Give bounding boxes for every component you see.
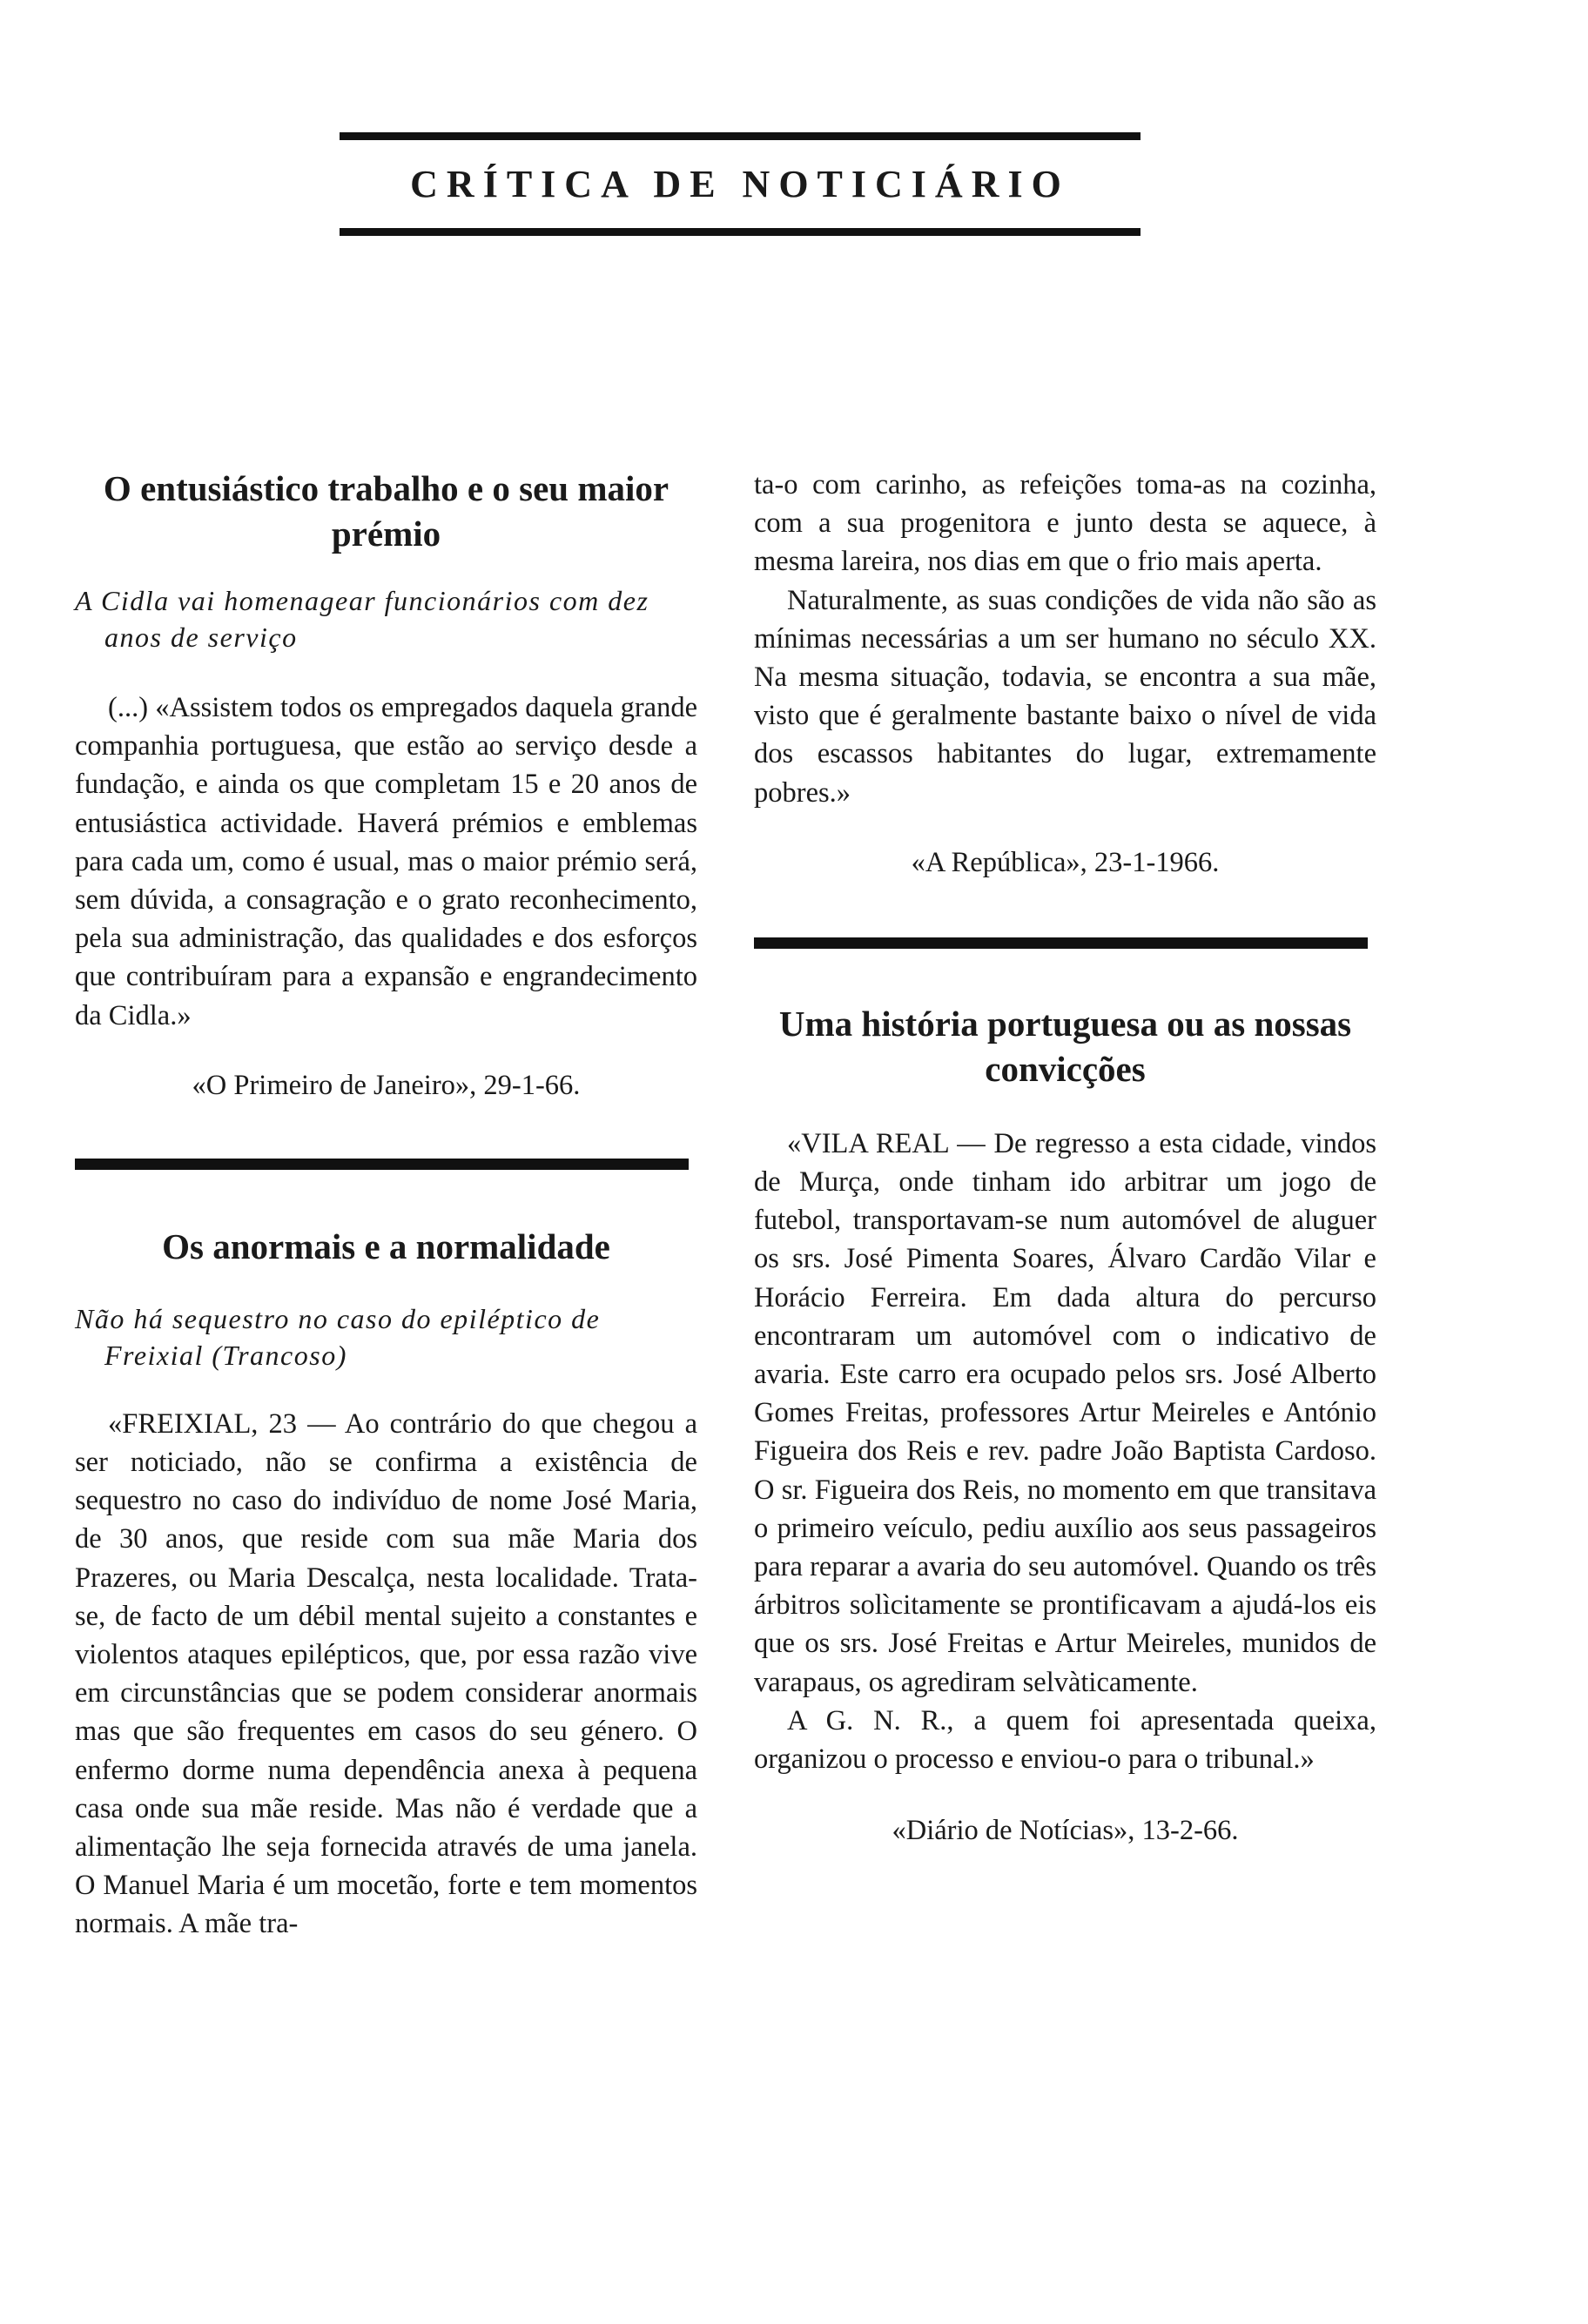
article-subtitle-cidla: A Cidla vai homenagear funcionários com dez anos de serviço — [75, 585, 649, 653]
article-body-gnr: A G. N. R., a quem foi apresentada queixa, organizou o processo e enviou-o para o tribunal.» — [754, 1704, 1376, 1776]
article-title-historia-portuguesa: Uma história portuguesa ou as nossas convicções — [778, 1003, 1352, 1089]
article-body-freixial: «FREIXIAL, 23 — Ao contrário do que chegou a ser noticiado, não se confirma a existência de sequestro no caso do indivíduo de nome José Maria, de 30 anos, que reside com sua mãe Maria dos Prazeres, ou Maria Descalça, nesta localidade. Trata-se, de facto de um débil mental sujeito a constantes e violentos ataques epilépticos, que, por essa razão vive em circunstâncias que se podem considerar anormais mas que são frequentes em casos do seu género. O enfermo dorme numa dependência anexa à pequena casa onde sua mãe reside. Mas não é verdade que a alimentação lhe seja fornecida através de uma janela. O Manuel Maria é um mocetão, forte e tem momentos normais. A mãe tra- — [75, 1407, 697, 1940]
article-subtitle-freixial: Não há sequestro no caso do epiléptico de Freixial (Trancoso) — [75, 1302, 601, 1371]
section-divider-left — [75, 1159, 689, 1170]
article-body-freixial-conclusion: Naturalmente, as suas condições de vida não são as mínimas necessárias a um ser humano no século XX. Na mesma situação, todavia, se encontra a sua mãe, visto que é geralmente bastante baixo o nível de vida dos escassos habitantes do lugar, extremamente pobres.» — [754, 584, 1376, 809]
page-title: CRÍTICA DE NOTICIÁRIO — [410, 163, 1070, 205]
article-source-diario-noticias: «Diário de Notícias», 13-2-66. — [892, 1815, 1239, 1847]
section-divider-right — [754, 937, 1368, 949]
article-source-republica: «A República», 23-1-1966. — [911, 846, 1220, 878]
header-rule-bottom — [340, 228, 1141, 236]
left-column — [75, 466, 697, 1944]
right-column — [754, 466, 1376, 1850]
article-source-primeiro-janeiro: «O Primeiro de Janeiro», 29-1-66. — [192, 1069, 581, 1101]
header-rule-top — [340, 132, 1141, 140]
article-title-anormais: Os anormais e a normalidade — [162, 1226, 610, 1266]
article-body-freixial-continued: ta-o com carinho, as refeições toma-as na cozinha, com a sua progenitora e junto desta se aquece, à mesma lareira, nos dias em que o frio mais aperta. — [754, 469, 1376, 578]
article-body-vila-real: «VILA REAL — De regresso a esta cidade, vindos de Murça, onde tinham ido arbitrar um jogo de futebol, transportavam-se num automóvel de aluguer os srs. José Pimenta Soares, Álvaro Cardão Vilar e Horácio Ferreira. Em dada altura do percurso encontraram um automóvel com o indicativo de avaria. Este carro era ocupado pelos srs. José Alberto Gomes Freitas, professores Artur Meireles e António Figueira dos Reis e rev. padre João Baptista Cardoso. O sr. Figueira dos Reis, no momento em que transitava o primeiro veículo, pediu auxílio aos seus passageiros para reparar a avaria do seu automóvel. Quando os três árbitros solìcitamente se prontificavam a ajudá-los eis que os srs. José Freitas e Artur Meireles, munidos de varapaus, os agrediram selvàticamente. — [754, 1127, 1376, 1698]
article-body-cidla: (...) «Assistem todos os empregados daquela grande companhia portuguesa, que estão ao serviço desde a fundação, e ainda os que completam 15 e 20 anos de entusiástica actividade. Haverá prémios e emblemas para cada um, como é usual, mas o maior prémio será, sem dúvida, a consagração e o grato reconhecimento, pela sua administração, das qualidades e dos esforços que contribuíram para a expansão e engrandecimento da Cidla.» — [75, 692, 697, 1031]
article-title-entusiastico: O entusiástico trabalho e o seu maior prémio — [103, 468, 670, 554]
